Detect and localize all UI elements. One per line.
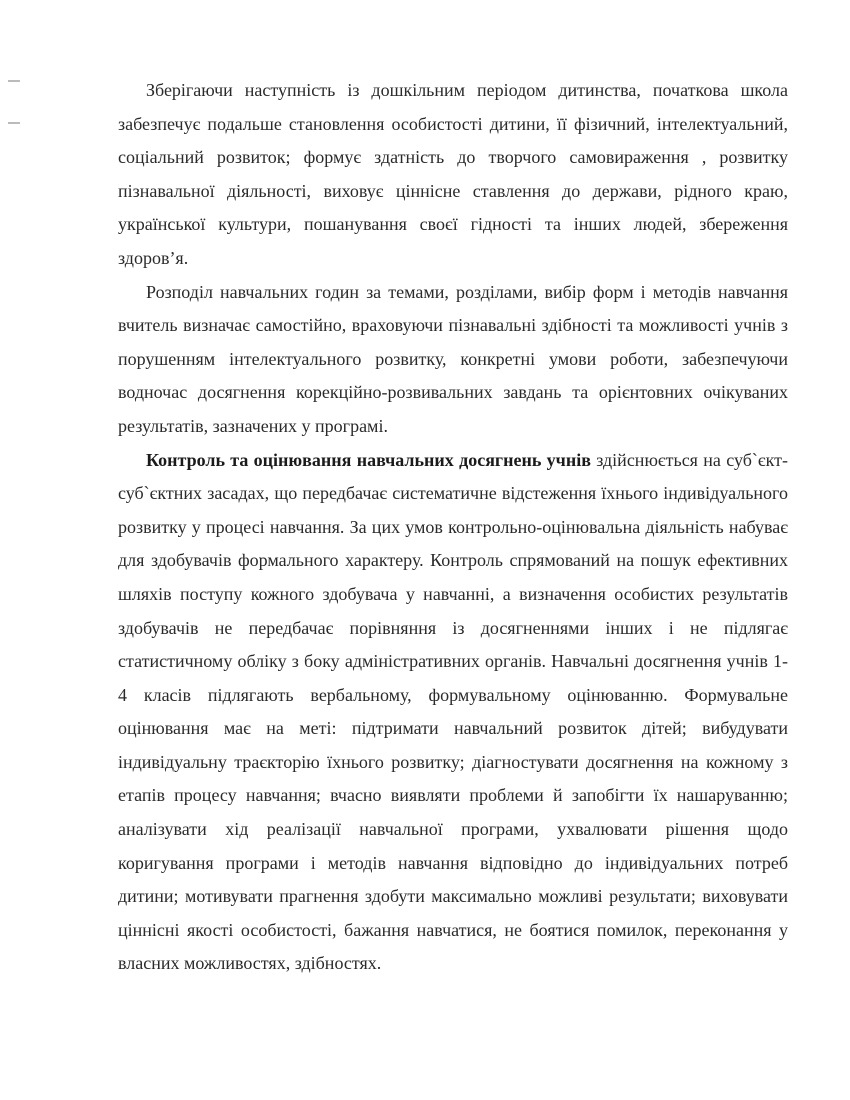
paragraph-continuity <box>118 74 788 276</box>
paragraph-text: здійснюється на суб`єкт-суб`єктних засадах, що передбачає систематичне відстеження їхнього індивідуального розвитку у процесі навчання. За цих умов контрольно-оцінювальна діяльність набуває для здобувачів формального характеру. Контроль спрямований на пошук ефективних шляхів поступу кожного здобувача у навчанні, а визначення особистих результатів здобувачів не передбачає порівняння із досягненнями інших і не підлягає статистичному обліку з боку адміністративних органів. Навчальні досягнення учнів 1- 4 класів підлягають вербальному, формувальному оцінюванню. Формувальне оцінювання має на меті: підтримати навчальний розвиток дітей; вибудувати індивідуальну траєкторію їхнього розвитку; діагностувати досягнення на кожному з етапів процесу навчання; вчасно виявляти проблеми й запобігти їх нашаруванню; аналізувати хід реалізації навчальної програми, ухвалювати рішення щодо коригування програми і методів навчання відповідно до індивідуальних потреб дитини; мотивувати прагнення здобути максимально можливі результати; виховувати ціннісні якості особистості, бажання навчатися, не боятися помилок, переконання у власних можливостях, здібностях. <box>118 449 788 974</box>
paragraph-bold-lead: Контроль та оцінювання навчальних досягнень учнів <box>146 449 591 470</box>
scan-artifact-mark <box>8 122 20 124</box>
paragraph-assessment <box>118 444 788 982</box>
document-body <box>118 74 788 981</box>
paragraph-hours-distribution <box>118 276 788 444</box>
paragraph-text: Розподіл навчальних годин за темами, розділами, вибір форм і методів навчання вчитель визначає самостійно, враховуючи пізнавальні здібності та можливості учнів з порушенням інтелектуального розвитку, конкретні умови роботи, забезпечуючи водночас досягнення корекційно-розвивальних завдань та орієнтовних очікуваних результатів, зазначених у програмі. <box>118 281 788 436</box>
paragraph-text: Зберігаючи наступність із дошкільним періодом дитинства, початкова школа забезпечує подальше становлення особистості дитини, її фізичний, інтелектуальний, соціальний розвиток; формує здатність до творчого самовираження , розвитку пізнавальної діяльності, виховує ціннісне ставлення до держави, рідного краю, української культури, пошанування своєї гідності та інших людей, збереження здоров’я. <box>118 80 788 268</box>
scan-artifact-mark <box>8 80 20 82</box>
